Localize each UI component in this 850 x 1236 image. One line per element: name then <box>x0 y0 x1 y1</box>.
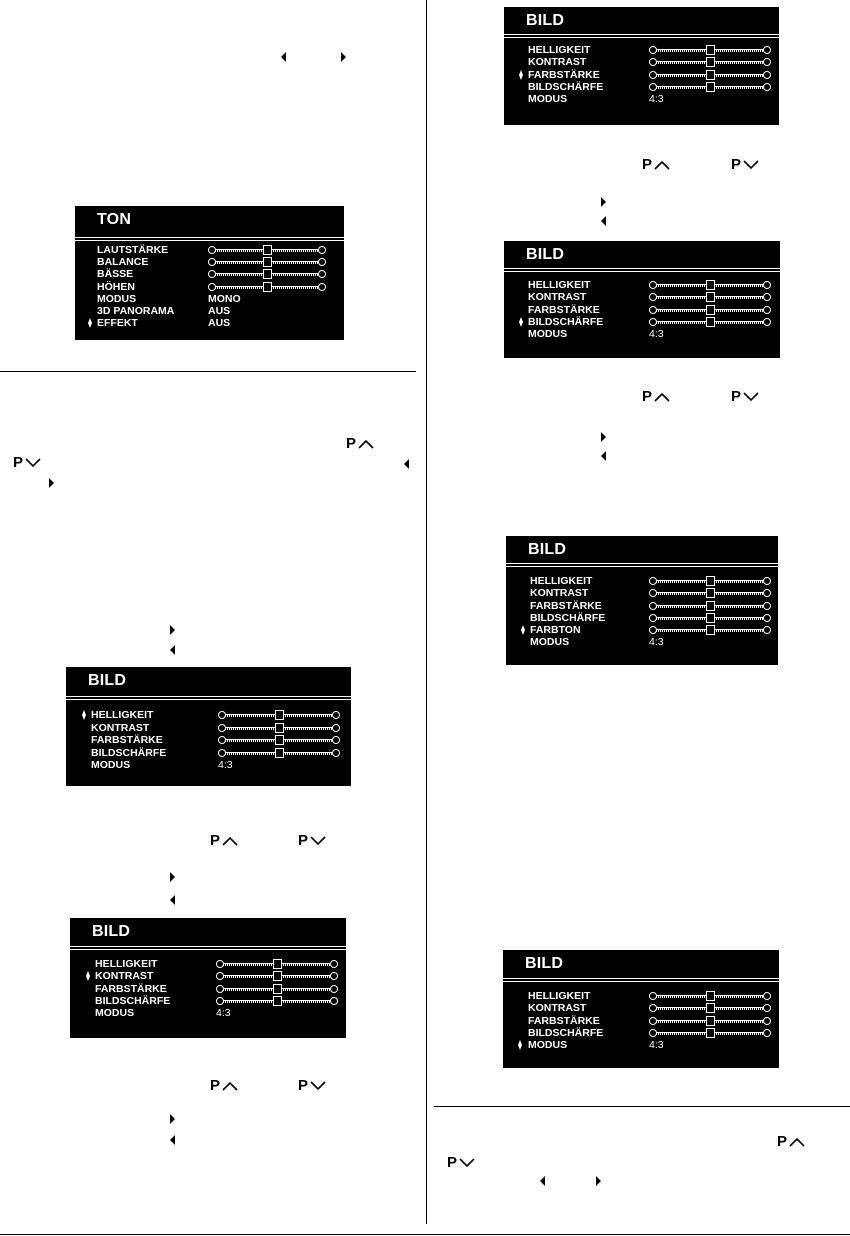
slider-knob <box>706 305 715 315</box>
menu-row-modus[interactable] <box>504 93 779 105</box>
left-arrow-icon <box>540 1176 545 1186</box>
menu-row-label: LAUTSTÄRKE <box>97 244 169 256</box>
section-rule-right <box>434 1106 850 1107</box>
menu-row-label: 3D PANORAMA <box>97 304 175 317</box>
chevron-down-icon <box>310 836 326 846</box>
p-up-key: P <box>210 1078 238 1094</box>
value-slider <box>649 624 771 636</box>
chevron-down-icon <box>459 1158 475 1168</box>
menu-row-label: BÄSSE <box>97 268 134 281</box>
left-arrow-icon <box>170 645 175 655</box>
slider-plus-icon <box>332 749 340 757</box>
slider-minus-icon <box>649 602 657 610</box>
slider-knob <box>275 710 284 720</box>
value-slider <box>649 612 771 624</box>
value-slider <box>218 747 340 759</box>
chevron-up-icon <box>789 1137 805 1147</box>
slider-minus-icon <box>649 614 657 622</box>
right-arrow-icon <box>596 1176 601 1186</box>
slider-knob <box>706 1003 715 1013</box>
left-arrow-icon <box>601 216 606 226</box>
menu-row-label: KONTRAST <box>528 1002 587 1015</box>
value-slider <box>208 256 326 268</box>
slider-minus-icon <box>208 258 216 266</box>
slider-minus-icon <box>649 1029 657 1037</box>
p-down-key: P <box>13 455 41 471</box>
menu-row-label: MODUS <box>528 93 568 106</box>
menu-row-label: FARBSTÄRKE <box>528 68 600 81</box>
slider-plus-icon <box>332 724 340 732</box>
slider-knob <box>706 601 715 611</box>
slider-minus-icon <box>649 992 657 1000</box>
menu-row-label: HELLIGKEIT <box>91 709 154 721</box>
slider-plus-icon <box>763 293 771 301</box>
menu-row-farbst-rke[interactable] <box>503 1015 779 1027</box>
menu-row-label: KONTRAST <box>530 587 589 600</box>
value-slider <box>649 1027 771 1039</box>
menu-rows <box>504 279 780 340</box>
value-slider <box>649 600 771 612</box>
selection-cursor-icon <box>519 70 523 80</box>
slider-knob <box>273 959 282 969</box>
slider-minus-icon <box>216 997 224 1005</box>
p-down-key: P <box>731 157 759 173</box>
slider-knob <box>275 735 284 745</box>
slider-minus-icon <box>218 749 226 757</box>
menu-row-label: FARBSTÄRKE <box>528 303 600 316</box>
menu-row-label: KONTRAST <box>528 56 587 69</box>
right-arrow-icon <box>601 197 606 207</box>
menu-row-value: 4:3 <box>649 93 664 106</box>
p-down-key: P <box>298 833 326 849</box>
menu-title-rule <box>75 237 344 238</box>
left-arrow-icon <box>404 459 409 469</box>
menu-row-modus[interactable] <box>66 759 351 772</box>
menu-row-label: MODUS <box>97 292 137 305</box>
menu-row-value: 4:3 <box>649 328 664 341</box>
menu-rows <box>66 709 351 772</box>
slider-minus-icon <box>649 58 657 66</box>
chevron-down-icon <box>743 160 759 170</box>
menu-row-label: FARBSTÄRKE <box>91 734 163 746</box>
value-slider <box>649 56 771 68</box>
right-arrow-icon <box>341 52 346 62</box>
slider-knob <box>706 1016 715 1026</box>
bild-menu-panel <box>66 667 351 786</box>
menu-row-label: HELLIGKEIT <box>528 990 591 1002</box>
slider-knob <box>706 1028 715 1038</box>
menu-row-label: MODUS <box>95 1007 135 1020</box>
menu-row-label: KONTRAST <box>91 721 150 734</box>
slider-plus-icon <box>318 246 326 254</box>
menu-row-label: KONTRAST <box>528 291 587 304</box>
value-slider <box>216 983 338 995</box>
slider-plus-icon <box>332 736 340 744</box>
slider-minus-icon <box>649 1017 657 1025</box>
menu-row-value: 4:3 <box>649 636 664 649</box>
p-down-key: P <box>447 1155 475 1171</box>
menu-row-label: BILDSCHÄRFE <box>95 994 171 1007</box>
bild-menu-panel <box>70 918 346 1038</box>
selection-cursor-icon <box>82 710 86 720</box>
p-up-key: P <box>346 436 374 452</box>
menu-rows <box>504 44 779 105</box>
chevron-down-icon <box>743 392 759 402</box>
value-slider <box>208 281 326 293</box>
menu-row-kontrast[interactable] <box>66 722 351 735</box>
value-slider <box>216 958 338 970</box>
slider-minus-icon <box>649 306 657 314</box>
slider-plus-icon <box>763 83 771 91</box>
slider-plus-icon <box>318 283 326 291</box>
menu-row-label: MODUS <box>530 636 570 649</box>
selection-cursor-icon <box>88 318 92 328</box>
slider-plus-icon <box>763 1029 771 1037</box>
menu-title: TON <box>97 211 132 228</box>
slider-plus-icon <box>763 318 771 326</box>
menu-row-bildsch-rfe[interactable] <box>66 747 351 760</box>
menu-rows <box>75 244 344 329</box>
menu-title: BILD <box>526 12 565 29</box>
value-slider <box>649 587 771 599</box>
menu-row-effekt[interactable] <box>75 317 344 329</box>
slider-minus-icon <box>649 71 657 79</box>
slider-minus-icon <box>208 246 216 254</box>
slider-minus-icon <box>216 985 224 993</box>
menu-rows <box>506 575 778 649</box>
slider-minus-icon <box>649 281 657 289</box>
menu-row-farbst-rke[interactable] <box>66 734 351 747</box>
menu-row-label: BILDSCHÄRFE <box>528 80 604 93</box>
slider-knob <box>706 625 715 635</box>
left-arrow-icon <box>601 451 606 461</box>
slider-plus-icon <box>763 1017 771 1025</box>
slider-plus-icon <box>763 306 771 314</box>
menu-row-label: HÖHEN <box>97 280 135 293</box>
p-down-key: P <box>731 389 759 405</box>
slider-plus-icon <box>763 626 771 634</box>
value-slider <box>216 995 338 1007</box>
slider-knob <box>706 280 715 290</box>
slider-knob <box>273 996 282 1006</box>
slider-minus-icon <box>208 270 216 278</box>
menu-title-rule <box>503 978 779 979</box>
menu-title-rule <box>504 37 779 38</box>
menu-row-helligkeit[interactable] <box>503 990 779 1002</box>
value-slider <box>649 69 771 81</box>
menu-row-farbst-rke[interactable] <box>506 600 778 612</box>
menu-row-label: FARBSTÄRKE <box>530 599 602 612</box>
ton-menu-panel <box>75 206 344 340</box>
menu-row-modus[interactable] <box>506 636 778 648</box>
slider-minus-icon <box>649 83 657 91</box>
menu-row-kontrast[interactable] <box>504 56 779 68</box>
slider-knob <box>275 723 284 733</box>
slider-plus-icon <box>763 71 771 79</box>
slider-plus-icon <box>763 281 771 289</box>
slider-knob <box>263 282 272 292</box>
slider-plus-icon <box>763 46 771 54</box>
p-up-key: P <box>777 1134 805 1150</box>
section-rule-left <box>0 371 416 372</box>
slider-knob <box>706 45 715 55</box>
menu-title-rule <box>66 699 351 700</box>
slider-knob <box>706 588 715 598</box>
slider-plus-icon <box>763 614 771 622</box>
chevron-up-icon <box>654 160 670 170</box>
left-arrow-icon <box>281 52 286 62</box>
menu-row-label: BALANCE <box>97 256 149 269</box>
left-arrow-icon <box>170 895 175 905</box>
menu-row-value: MONO <box>208 292 241 305</box>
slider-minus-icon <box>649 577 657 585</box>
chevron-up-icon <box>358 439 374 449</box>
slider-minus-icon <box>649 589 657 597</box>
slider-minus-icon <box>649 46 657 54</box>
slider-plus-icon <box>763 602 771 610</box>
slider-knob <box>706 317 715 327</box>
menu-row-kontrast[interactable] <box>70 970 346 982</box>
slider-plus-icon <box>763 58 771 66</box>
slider-knob <box>273 984 282 994</box>
slider-plus-icon <box>763 992 771 1000</box>
menu-row-kontrast[interactable] <box>503 1002 779 1014</box>
slider-knob <box>706 70 715 80</box>
chevron-up-icon <box>222 1081 238 1091</box>
slider-knob <box>706 292 715 302</box>
bild-menu-panel <box>506 536 778 665</box>
p-up-key: P <box>210 833 238 849</box>
menu-rows <box>70 958 346 1019</box>
menu-row-label: HELLIGKEIT <box>530 575 593 587</box>
menu-title-rule <box>70 946 346 947</box>
value-slider <box>649 990 771 1002</box>
menu-row-kontrast[interactable] <box>504 291 780 303</box>
slider-minus-icon <box>649 293 657 301</box>
slider-knob <box>706 57 715 67</box>
menu-title: BILD <box>526 246 565 263</box>
menu-row-label: KONTRAST <box>95 970 154 983</box>
menu-row-bildsch-rfe[interactable] <box>506 612 778 624</box>
slider-knob <box>706 991 715 1001</box>
menu-title-rule <box>504 271 780 272</box>
bild-menu-panel <box>503 950 779 1068</box>
p-up-key: P <box>642 389 670 405</box>
slider-minus-icon <box>216 960 224 968</box>
slider-plus-icon <box>330 960 338 968</box>
slider-plus-icon <box>330 985 338 993</box>
menu-row-helligkeit[interactable] <box>504 44 779 56</box>
menu-row-label: HELLIGKEIT <box>528 44 591 56</box>
slider-knob <box>263 269 272 279</box>
menu-row-label: FARBSTÄRKE <box>95 982 167 995</box>
value-slider <box>649 279 771 291</box>
chevron-down-icon <box>310 1081 326 1091</box>
menu-row-label: HELLIGKEIT <box>95 958 158 970</box>
value-slider <box>649 304 771 316</box>
menu-row-value: 4:3 <box>218 759 233 771</box>
menu-title: BILD <box>92 923 131 940</box>
menu-row-farbst-rke[interactable] <box>70 983 346 995</box>
slider-minus-icon <box>218 711 226 719</box>
menu-row-label: HELLIGKEIT <box>528 279 591 291</box>
slider-plus-icon <box>763 589 771 597</box>
value-slider <box>218 709 340 721</box>
p-down-key: P <box>298 1078 326 1094</box>
chevron-up-icon <box>654 392 670 402</box>
menu-title-rule <box>504 268 780 269</box>
menu-row-farbst-rke[interactable] <box>504 304 780 316</box>
slider-minus-icon <box>208 283 216 291</box>
menu-row-3d-panorama[interactable] <box>75 305 344 317</box>
menu-row-label: FARBTON <box>530 624 581 637</box>
menu-rows <box>503 990 779 1051</box>
bild-menu-panel <box>504 7 779 125</box>
value-slider <box>216 970 338 982</box>
menu-row-modus[interactable] <box>75 293 344 305</box>
menu-row-bildsch-rfe[interactable] <box>503 1027 779 1039</box>
slider-knob <box>275 748 284 758</box>
menu-row-label: MODUS <box>91 759 131 771</box>
value-slider <box>649 291 771 303</box>
menu-row-helligkeit[interactable] <box>504 279 780 291</box>
value-slider <box>208 244 326 256</box>
menu-row-helligkeit[interactable] <box>70 958 346 970</box>
slider-plus-icon <box>332 711 340 719</box>
left-arrow-icon <box>170 1135 175 1145</box>
slider-knob <box>706 576 715 586</box>
menu-row-label: MODUS <box>528 1039 568 1052</box>
page-bottom-rule <box>0 1234 850 1235</box>
slider-plus-icon <box>763 577 771 585</box>
menu-row-farbst-rke[interactable] <box>504 69 779 81</box>
menu-title: BILD <box>525 955 564 972</box>
slider-plus-icon <box>318 270 326 278</box>
value-slider <box>208 268 326 280</box>
selection-cursor-icon <box>519 317 523 327</box>
menu-row-bildsch-rfe[interactable] <box>504 316 780 328</box>
slider-knob <box>273 971 282 981</box>
menu-row-label: FARBSTÄRKE <box>528 1014 600 1027</box>
right-arrow-icon <box>601 432 606 442</box>
menu-title-rule <box>75 240 344 241</box>
menu-row-modus[interactable] <box>70 1007 346 1019</box>
value-slider <box>649 575 771 587</box>
menu-row-value: 4:3 <box>216 1007 231 1020</box>
slider-plus-icon <box>763 1004 771 1012</box>
menu-row-kontrast[interactable] <box>506 587 778 599</box>
menu-title: BILD <box>528 541 567 558</box>
menu-row-lautst-rke[interactable] <box>75 244 344 256</box>
menu-row-label: BILDSCHÄRFE <box>528 315 604 328</box>
menu-title: BILD <box>88 672 127 689</box>
menu-title-rule <box>506 563 778 564</box>
menu-row-label: BILDSCHÄRFE <box>91 746 167 759</box>
bild-menu-panel <box>504 241 780 358</box>
menu-row-helligkeit[interactable] <box>506 575 778 587</box>
right-arrow-icon <box>170 872 175 882</box>
menu-row-label: BILDSCHÄRFE <box>528 1026 604 1039</box>
menu-title-rule <box>70 949 346 950</box>
selection-cursor-icon <box>518 1040 522 1050</box>
chevron-down-icon <box>25 458 41 468</box>
chevron-up-icon <box>222 836 238 846</box>
value-slider <box>218 722 340 734</box>
p-up-key: P <box>642 157 670 173</box>
menu-row-modus[interactable] <box>504 328 780 340</box>
selection-cursor-icon <box>86 971 90 981</box>
menu-row-bildsch-rfe[interactable] <box>70 995 346 1007</box>
slider-knob <box>263 245 272 255</box>
slider-minus-icon <box>218 736 226 744</box>
right-arrow-icon <box>170 1114 175 1124</box>
slider-plus-icon <box>318 258 326 266</box>
menu-row-balance[interactable] <box>75 256 344 268</box>
menu-row-helligkeit[interactable] <box>66 709 351 722</box>
menu-row-modus[interactable] <box>503 1039 779 1051</box>
menu-title-rule <box>503 981 779 982</box>
value-slider <box>649 316 771 328</box>
slider-minus-icon <box>649 626 657 634</box>
value-slider <box>649 81 771 93</box>
right-arrow-icon <box>49 478 54 488</box>
slider-plus-icon <box>330 997 338 1005</box>
menu-row-farbton[interactable] <box>506 624 778 636</box>
menu-title-rule <box>504 34 779 35</box>
menu-row-bildsch-rfe[interactable] <box>504 81 779 93</box>
slider-minus-icon <box>649 318 657 326</box>
slider-knob <box>706 613 715 623</box>
slider-minus-icon <box>216 972 224 980</box>
slider-minus-icon <box>649 1004 657 1012</box>
menu-row-b-sse[interactable] <box>75 268 344 280</box>
value-slider <box>649 1015 771 1027</box>
menu-row-label: EFFEKT <box>97 317 138 330</box>
value-slider <box>649 44 771 56</box>
selection-cursor-icon <box>521 625 525 635</box>
menu-row-value: 4:3 <box>649 1039 664 1052</box>
menu-row-value: AUS <box>208 304 231 317</box>
menu-row-h-hen[interactable] <box>75 281 344 293</box>
slider-minus-icon <box>218 724 226 732</box>
menu-row-label: MODUS <box>528 328 568 341</box>
right-arrow-icon <box>170 625 175 635</box>
slider-knob <box>706 82 715 92</box>
value-slider <box>218 734 340 746</box>
value-slider <box>649 1002 771 1014</box>
menu-row-value: AUS <box>208 317 231 330</box>
slider-plus-icon <box>330 972 338 980</box>
slider-knob <box>263 257 272 267</box>
menu-title-rule <box>506 566 778 567</box>
menu-title-rule <box>66 696 351 697</box>
column-divider <box>426 0 427 1224</box>
menu-row-label: BILDSCHÄRFE <box>530 611 606 624</box>
